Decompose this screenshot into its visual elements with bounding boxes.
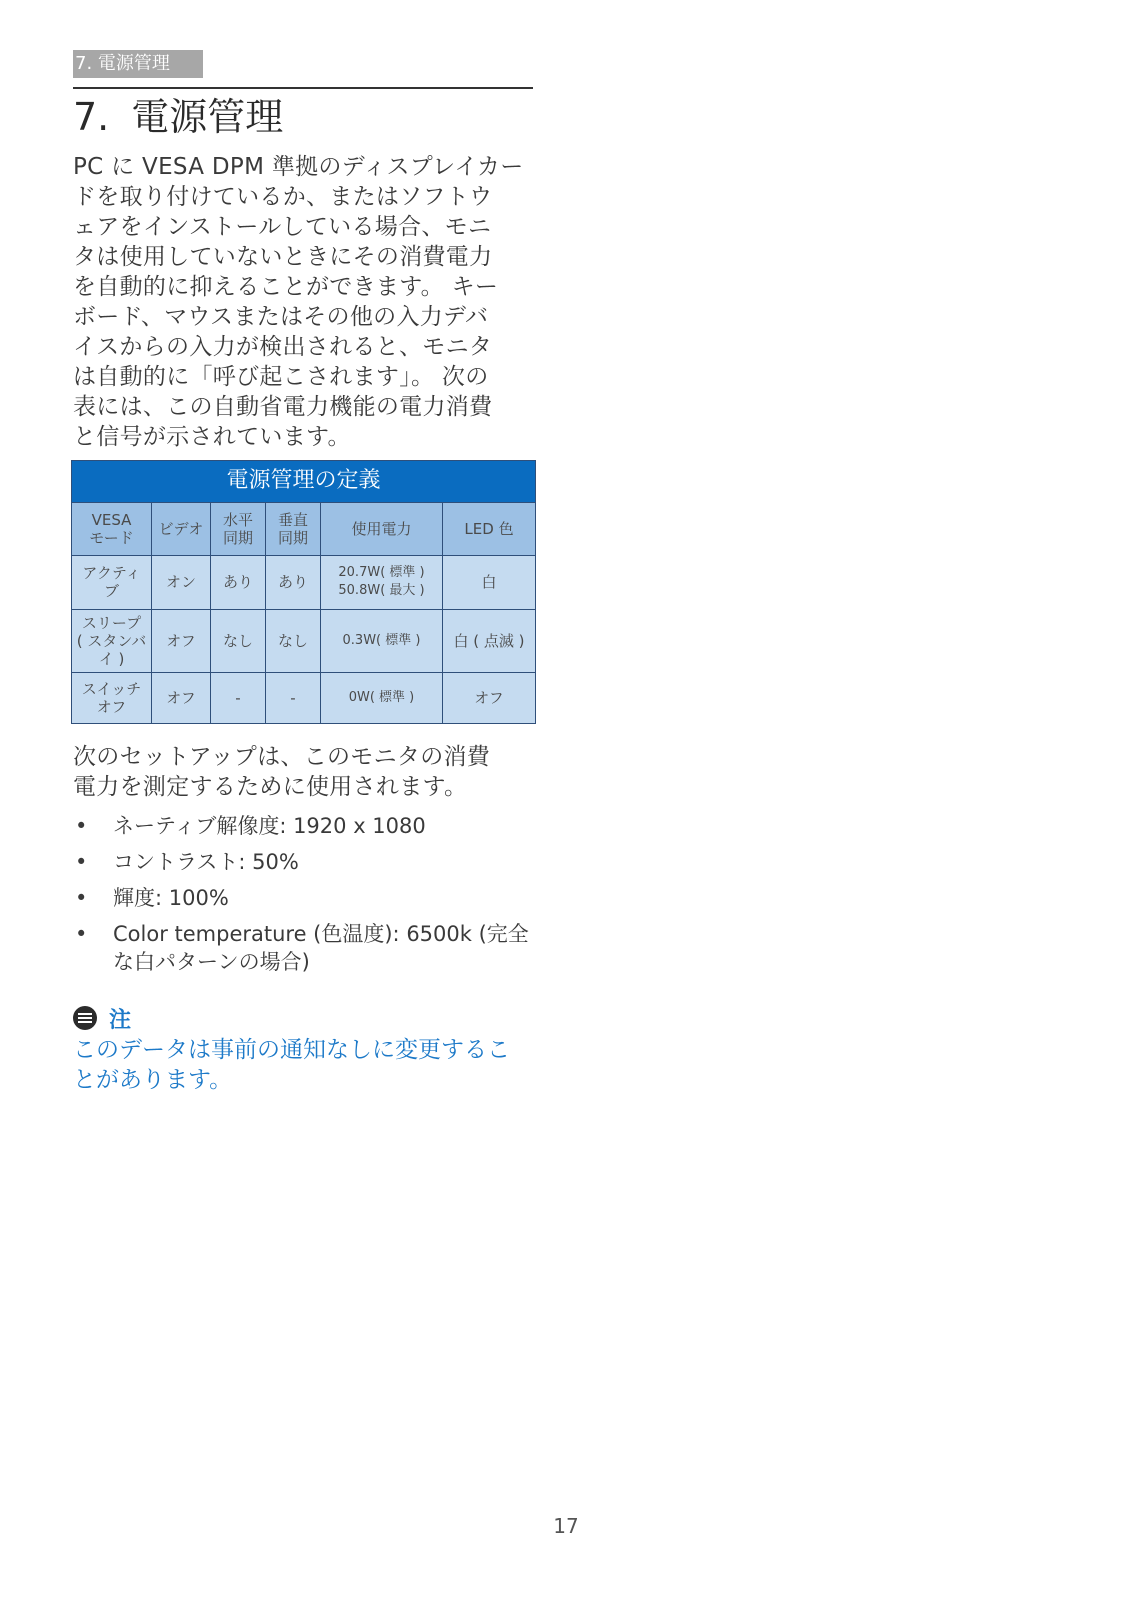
table-row xyxy=(72,609,536,672)
list-item: • Color temperature (色温度): 6500k (完全 な白パターンの場合) xyxy=(75,922,529,974)
cell-mode: スリープ ( スタンバ イ ) xyxy=(72,609,152,672)
intro-line: ドを取り付けているか、またはソフトウ xyxy=(73,184,493,210)
table-row xyxy=(72,673,536,724)
cell-vsync: あり xyxy=(266,555,321,609)
cell-hsync: なし xyxy=(211,609,266,672)
setup-list xyxy=(73,812,533,984)
page-title xyxy=(73,92,283,142)
cell-hsync: - xyxy=(211,673,266,724)
cell-power: 0W( 標準 ) xyxy=(321,673,443,724)
list-item: • ネーティブ解像度: 1920 x 1080 xyxy=(75,814,426,838)
intro-line: タは使用していないときにその消費電力 xyxy=(73,244,493,270)
list-item: • 輝度: 100% xyxy=(75,886,229,910)
header-vesa-mode: VESA モード xyxy=(72,502,152,555)
intro-line: イスからの入力が検出されると、モニタ xyxy=(73,334,493,360)
cell-hsync: あり xyxy=(211,555,266,609)
cell-led: 白 xyxy=(443,555,536,609)
cell-video: オフ xyxy=(152,609,211,672)
header-video: ビデオ xyxy=(152,502,211,555)
bullet: • xyxy=(75,814,88,838)
cell-led: オフ xyxy=(443,673,536,724)
cell-video: オフ xyxy=(152,673,211,724)
intro-line: 表には、この自動省電力機能の電力消費 xyxy=(73,394,493,420)
list-item: • コントラスト: 50% xyxy=(75,850,299,874)
page-number: 17 xyxy=(553,1514,579,1538)
intro-line: ェアをインストールしている場合、モニ xyxy=(73,214,492,240)
cell-mode: スイッチ オフ xyxy=(72,673,152,724)
note-text xyxy=(73,1035,533,1095)
intro-line: PC に VESA DPM 準拠のディスプレイカー xyxy=(73,154,524,180)
cell-power: 0.3W( 標準 ) xyxy=(321,609,443,672)
bullet: • xyxy=(75,922,88,946)
intro-line: と信号が示されています。 xyxy=(73,424,351,450)
title-text: 電源管理 xyxy=(131,95,284,139)
note-line: とがあります。 xyxy=(73,1067,233,1093)
cell-led: 白 ( 点滅 ) xyxy=(443,609,536,672)
table-row xyxy=(72,555,536,609)
bullet: • xyxy=(75,850,88,874)
cell-video: オン xyxy=(152,555,211,609)
bullet: • xyxy=(75,886,88,910)
cell-mode: アクティ ブ xyxy=(72,555,152,609)
setup-paragraph xyxy=(73,742,533,802)
setup-line: 電力を測定するために使用されます。 xyxy=(73,774,468,800)
note-line: このデータは事前の通知なしに変更するこ xyxy=(73,1037,510,1063)
header-divider xyxy=(73,87,533,89)
note-title: 注 xyxy=(109,1007,132,1033)
power-management-table xyxy=(71,460,536,724)
cell-vsync: なし xyxy=(266,609,321,672)
header-vsync: 垂直 同期 xyxy=(266,502,321,555)
setup-line: 次のセットアップは、このモニタの消費 xyxy=(73,744,491,770)
title-number: 7. xyxy=(73,95,110,139)
note-header xyxy=(73,1003,131,1033)
cell-power: 20.7W( 標準 ) 50.8W( 最大 ) xyxy=(321,555,443,609)
intro-line: ボード、マウスまたはその他の入力デバ xyxy=(73,304,489,330)
section-tab: 7. 電源管理 xyxy=(73,50,203,78)
note-icon xyxy=(73,1006,97,1030)
table-caption: 電源管理の定義 xyxy=(72,461,536,503)
cell-vsync: - xyxy=(266,673,321,724)
header-power: 使用電力 xyxy=(321,502,443,555)
intro-paragraph xyxy=(73,152,533,452)
header-led-color: LED 色 xyxy=(443,502,536,555)
intro-line: を自動的に抑えることができます。 キー xyxy=(73,274,499,300)
intro-line: は自動的に「呼び起こされます」。 次の xyxy=(73,364,489,390)
header-hsync: 水平 同期 xyxy=(211,502,266,555)
